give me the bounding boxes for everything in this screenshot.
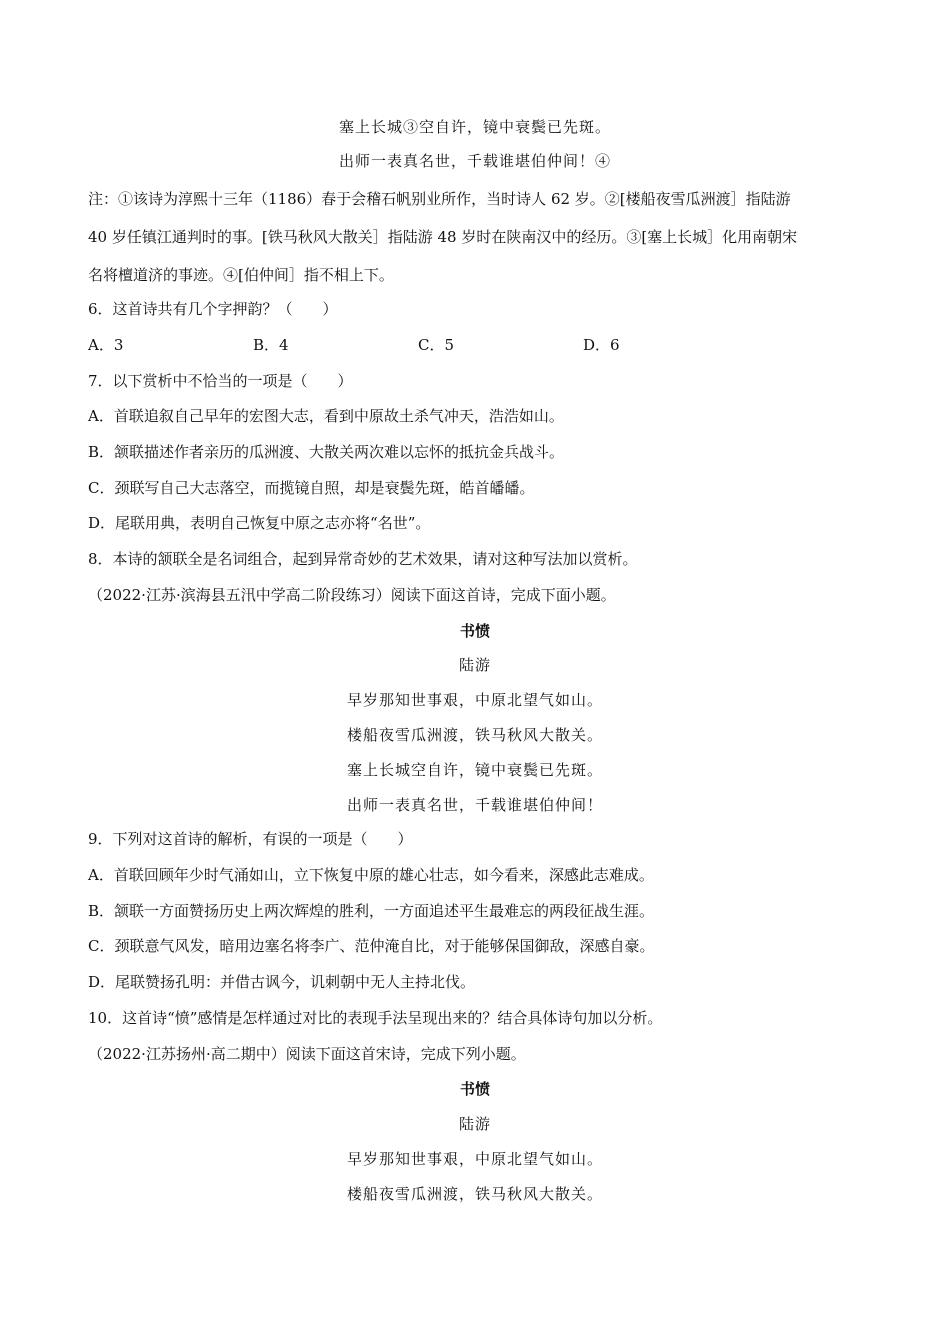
option-b: B．4 <box>253 336 289 354</box>
option-a: A．3 <box>88 336 124 354</box>
poem-line: 塞上长城空自许，镜中衰鬓已先斑。 <box>346 761 603 779</box>
option-d: D．尾联赞扬孔明：并借古讽今，讥刺朝中无人主持北伐。 <box>88 973 476 991</box>
note-line: 名将檀道济的事迹。④[伯仲间］指不相上下。 <box>88 266 394 284</box>
question-8: 8．本诗的颔联全是名词组合，起到异常奇妙的艺术效果，请对这种写法加以赏析。 <box>88 550 638 568</box>
note-line: 注：①该诗为淳熙十三年（1186）春于会稽石帆别业所作，当时诗人 62 岁。②[楼船夜雪瓜洲渡］指陆游 <box>88 190 791 208</box>
question-9: 9．下列对这首诗的解析，有误的一项是（ ） <box>88 830 413 848</box>
poem-line: 早岁那知世事艰，中原北望气如山。 <box>346 691 603 709</box>
poem-author: 陆游 <box>458 1115 491 1133</box>
poem-author: 陆游 <box>458 656 491 674</box>
poem-line: 楼船夜雪瓜洲渡，铁马秋风大散关。 <box>346 726 603 744</box>
question-10: 10．这首诗“愤”感情是怎样通过对比的表现手法呈现出来的？结合具体诗句加以分析。 <box>88 1009 663 1027</box>
option-b: B．颔联一方面赞扬历史上两次辉煌的胜利，一方面追述平生最难忘的两段征战生涯。 <box>88 902 655 920</box>
option-d: D．6 <box>583 336 620 354</box>
option-c: C．5 <box>418 336 455 354</box>
section-intro: （2022·江苏·滨海县五汛中学高二阶段练习）阅读下面这首诗，完成下面小题。 <box>88 586 616 604</box>
note-line: 40 岁任镇江通判时的事。[铁马秋风大散关］指陆游 48 岁时在陕南汉中的经历。③[塞上长城］化用南朝宋 <box>88 228 798 246</box>
poem-line: 楼船夜雪瓜洲渡，铁马秋风大散关。 <box>346 1185 603 1203</box>
question-7: 7．以下赏析中不恰当的一项是（ ） <box>88 372 353 390</box>
poem-title: 书愤 <box>459 622 490 640</box>
poem-line: 出师一表真名世，千载谁堪伯仲间！④ <box>338 152 611 170</box>
question-6-options <box>88 334 868 356</box>
option-d: D．尾联用典，表明自己恢复中原之志亦将“名世”。 <box>88 514 431 532</box>
option-c: C．颈联意气风发，暗用边塞名将李广、范仲淹自比，对于能够保国御敌，深感自豪。 <box>88 937 655 955</box>
poem-title: 书愤 <box>459 1080 490 1098</box>
poem-line: 出师一表真名世，千载谁堪伯仲间！ <box>346 796 603 814</box>
poem-line: 塞上长城③空自许，镜中衰鬓已先斑。 <box>338 118 611 136</box>
option-c: C．颈联写自己大志落空，而揽镜自照，却是衰鬓先斑，皓首皤皤。 <box>88 479 535 497</box>
option-a: A．首联追叙自己早年的宏图大志，看到中原故土杀气冲天，浩浩如山。 <box>88 407 564 425</box>
poem-line: 早岁那知世事艰，中原北望气如山。 <box>346 1150 603 1168</box>
question-6: 6．这首诗共有几个字押韵？（ ） <box>88 300 338 318</box>
option-b: B．颔联描述作者亲历的瓜洲渡、大散关两次难以忘怀的抵抗金兵战斗。 <box>88 443 565 461</box>
option-a: A．首联回顾年少时气涌如山，立下恢复中原的雄心壮志，如今看来，深感此志难成。 <box>88 866 654 884</box>
section-intro: （2022·江苏扬州·高二期中）阅读下面这首宋诗，完成下列小题。 <box>88 1045 526 1063</box>
